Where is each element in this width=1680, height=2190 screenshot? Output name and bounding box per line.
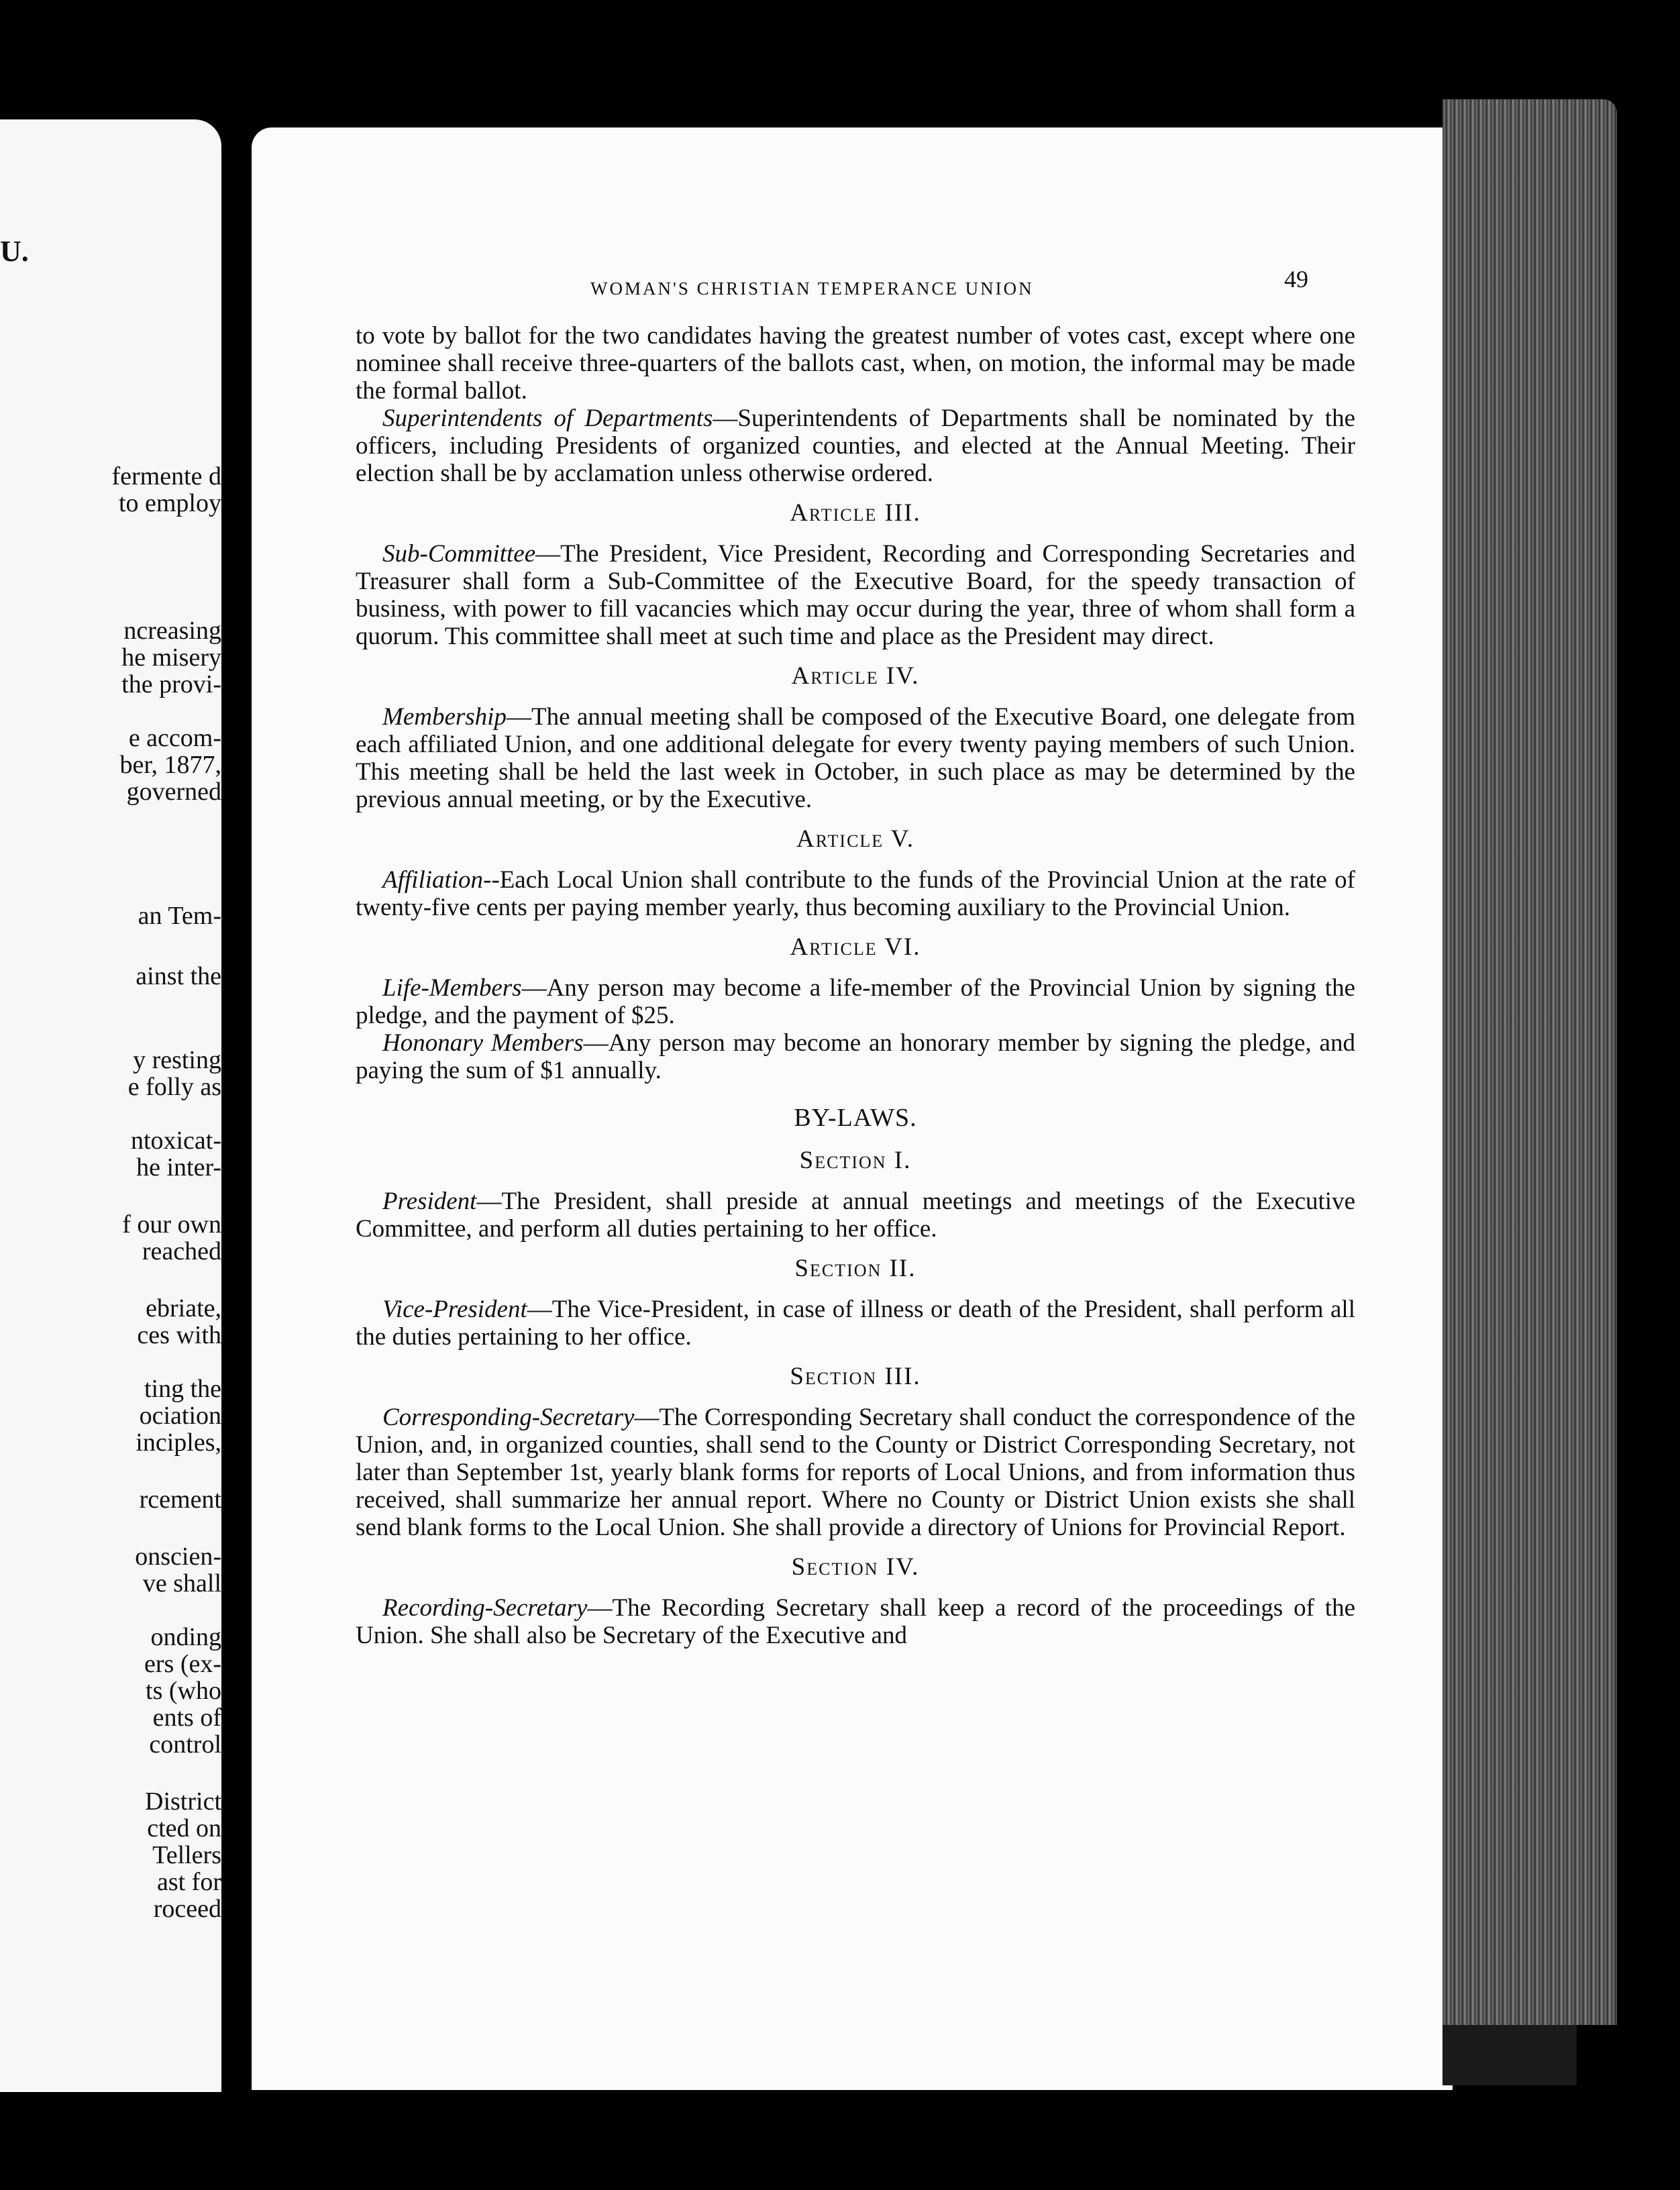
left-page-line: District — [145, 1787, 221, 1816]
paragraph-label: Membership — [382, 703, 507, 731]
left-page-line: y resting — [133, 1046, 221, 1074]
left-page-line: he misery — [121, 643, 221, 672]
left-page-line: ers (ex- — [144, 1650, 221, 1678]
left-page-line: rcement — [139, 1485, 221, 1514]
left-page-line: onding — [150, 1623, 221, 1651]
left-facing-page — [0, 119, 221, 2092]
left-page-line: inciples, — [136, 1428, 221, 1457]
left-page-line: Tellers — [152, 1841, 221, 1869]
bylaws-heading: BY-LAWS. — [794, 1104, 917, 1132]
section-iii-heading: Section III. — [790, 1363, 921, 1390]
paragraph-text: —The Recording Secretary shall keep a record of the proceedings of the Union. She shall also be Secretary of the Executive and — [356, 1594, 1355, 1649]
left-page-line: onscien- — [135, 1543, 221, 1571]
paragraph-label: Affiliation — [382, 866, 484, 894]
paragraph-label: Life-Members — [382, 974, 522, 1002]
article-iv-heading: Article IV. — [791, 662, 920, 690]
left-page-line: ociation — [139, 1402, 221, 1430]
article-vi-honorary-members — [356, 1029, 1355, 1084]
left-page-line: an Tem- — [138, 902, 221, 930]
paragraph-label: Hononary Members — [382, 1029, 584, 1057]
left-page-line: fermente d — [111, 462, 221, 490]
left-page-line: ncreasing — [123, 617, 221, 645]
left-page-line: governed — [126, 778, 221, 806]
paragraph-ballot — [356, 322, 1355, 405]
left-page-line: roceed — [153, 1895, 221, 1923]
page-body — [356, 322, 1355, 1649]
paragraph-text: —The President, shall preside at annual meetings and meetings of the Executive Committee, and perform all duties pertaining to her office. — [356, 1188, 1355, 1243]
section-ii-text — [356, 1296, 1355, 1351]
article-v-heading: Article V. — [796, 825, 914, 853]
left-page-line: ainst the — [136, 962, 221, 990]
paragraph-label: Vice-President — [382, 1296, 527, 1323]
paragraph-text: —The Vice-President, in case of illness or death of the President, shall perform all the duties pertaining to her office. — [356, 1296, 1355, 1351]
left-page-line: U. — [0, 235, 29, 268]
paragraph-text: —Superintendents of Departments shall be nominated by the officers, including Presidents of organized counties, and elected at the Annual Meeting. Their election shall be by acclamation unless otherwise ordered. — [356, 405, 1355, 487]
article-vi-life-members — [356, 974, 1355, 1029]
page-edges-shadow — [1442, 2025, 1577, 2085]
left-page-line: f our own — [122, 1210, 221, 1239]
section-iv-heading: Section IV. — [791, 1553, 920, 1581]
left-page-line: to employ — [118, 489, 221, 517]
article-v-text — [356, 866, 1355, 921]
paragraph-text: —Any person may become an honorary member by signing the pledge, and paying the sum of $1 annually. — [356, 1029, 1355, 1084]
paragraph-superintendents — [356, 405, 1355, 487]
left-page-line: cted on — [147, 1814, 221, 1842]
paragraph-text: —Any person may become a life-member of the Provincial Union by signing the pledge, and the payment of $25. — [356, 974, 1355, 1029]
left-page-line: ntoxicat- — [130, 1127, 221, 1155]
paragraph-text: —The President, Vice President, Recording and Corresponding Secretaries and Treasurer shall form a Sub-Committee of the Executive Board, for the speedy transaction of business, with power to fill vacancies which may occur during the year, three of whom shall form a quorum. This committee shall meet at such time and place as the President may direct. — [356, 540, 1355, 650]
paragraph-label: Recording-Secretary — [382, 1594, 588, 1622]
article-iii-heading: Article III. — [790, 499, 921, 527]
left-page-line: reached — [142, 1237, 221, 1265]
section-ii-heading: Section II. — [794, 1255, 916, 1282]
paragraph-text: —The Corresponding Secretary shall conduct the correspondence of the Union, and, in organized counties, shall send to the County or District Corresponding Secretary, not later than September 1st, yearly blank forms for reports of Local Unions, and from information thus received, shall summarize her annual report. Where no County or District Union exists she shall send blank forms to the Local Union. She shall provide a directory of Unions for Provincial Report. — [356, 1404, 1355, 1541]
paragraph-text: —The annual meeting shall be composed of the Executive Board, one delegate from each affiliated Union, and one additional delegate for every twenty paying members of such Union. This meeting shall be held the last week in October, in such place as may be determined by the previous annual meeting, or by the Executive. — [356, 703, 1355, 813]
left-page-line: the provi- — [121, 670, 221, 698]
left-page-line: ting the — [144, 1375, 221, 1403]
left-page-line: ber, 1877, — [119, 751, 221, 779]
left-page-line: control — [149, 1730, 221, 1759]
running-title: WOMAN'S CHRISTIAN TEMPERANCE UNION — [590, 278, 1034, 299]
paragraph-label: President — [382, 1188, 477, 1215]
article-vi-heading: Article VI. — [790, 933, 921, 961]
left-page-line: e accom- — [128, 724, 221, 752]
left-page-line: ts (who — [146, 1677, 221, 1705]
left-page-line: ents of — [152, 1704, 221, 1732]
section-iii-text — [356, 1404, 1355, 1541]
page-edges — [1442, 99, 1617, 2025]
article-iv-text — [356, 703, 1355, 813]
section-i-heading: Section I. — [799, 1147, 912, 1174]
paragraph-text: --Each Local Union shall contribute to the funds of the Provincial Union at the rate of twenty-five cents per paying member yearly, thus becoming auxiliary to the Provincial Union. — [356, 866, 1355, 921]
paragraph-text: to vote by ballot for the two candidates having the greatest number of votes cast, except where one nominee shall receive three-quarters of the ballots cast, when, on motion, the informal may be made the formal ballot. — [356, 322, 1355, 405]
left-page-line: e folly as — [127, 1073, 221, 1101]
section-iv-text — [356, 1594, 1355, 1649]
paragraph-label: Sub-Committee — [382, 540, 536, 568]
left-page-line: ces with — [137, 1321, 221, 1349]
paragraph-label: Corresponding-Secretary — [382, 1404, 635, 1431]
paragraph-label: Superintendents of Departments — [382, 405, 713, 432]
left-page-line: ve shall — [142, 1569, 221, 1598]
left-page-line: ast for — [156, 1868, 221, 1896]
article-iii-text — [356, 540, 1355, 650]
left-page-line: he inter- — [136, 1153, 221, 1182]
section-i-text — [356, 1188, 1355, 1243]
book-gutter — [221, 114, 248, 2100]
left-page-line: ebriate, — [146, 1294, 221, 1322]
page-number: 49 — [1284, 266, 1308, 293]
